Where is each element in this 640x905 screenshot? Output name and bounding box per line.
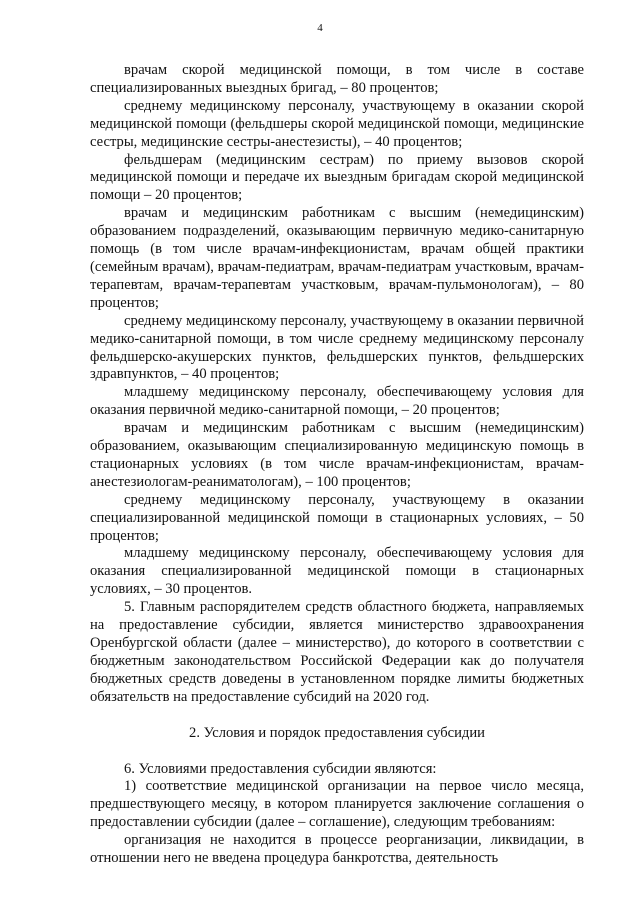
paragraph-emergency-doctors: врачам скорой медицинской помощи, в том числе в составе специализированных выездных бригад, – 80 процентов; [90, 62, 584, 96]
paragraph-condition-1: 1) соответствие медицинской организации на первое число месяца, предшествующего месяцу, в котором планируется заключение соглашения о предоставлении субсидии (далее – соглашение), следующим требованиям: [90, 778, 584, 831]
paragraph-inpatient-doctors: врачам и медицинским работникам с высшим (немедицинским) образованием, оказывающим специализированную медицинскую помощь в стационарных условиях (в том числе врачам-инфекционистам, врачам-анестезиологам-реаниматологам), – 100 процентов; [90, 420, 584, 490]
paragraph-primary-care-doctors: врачам и медицинским работникам с высшим (немедицинским) образованием подразделений, оказывающим первичную медико-санитарную помощь (в том числе врачам-инфекционистам, врачам общей практики (семейным врачам), врачам-педиатрам, врачам-педиатрам участковым, врачам-терапевтам, врачам-терапевтам участковым, врачам-пульмонологам), – 80 процентов; [90, 205, 584, 311]
paragraph-primary-care-nurses: среднему медицинскому персоналу, участвующему в оказании первичной медико-санитарной помощи, в том числе среднему медицинскому персоналу фельдшерско-акушерских пунктов, фельдшерских пунктов, фельдшерских здравпунктов, – 40 процентов; [90, 312, 584, 383]
document-body [90, 62, 584, 868]
paragraph-primary-care-junior-staff: младшему медицинскому персоналу, обеспечивающему условия для оказания первичной медико-санитарной помощи, – 20 процентов; [90, 384, 584, 419]
paragraph-reorganization-requirement: организация не находится в процессе реорганизации, ликвидации, в отношении него не введена процедура банкротства, деятельность [90, 832, 584, 867]
paragraph-inpatient-nurses: среднему медицинскому персоналу, участвующему в оказании специализированной медицинской помощи в стационарных условиях, – 50 процентов; [90, 491, 584, 544]
paragraph-conditions-intro: 6. Условиями предоставления субсидии являются: [124, 760, 437, 777]
paragraph-chief-administrator: 5. Главным распорядителем средств областного бюджета, направляемых на предоставление субсидии, является министерство здравоохранения Оренбургской области (далее – министерство), до которого в соответствии с бюджетным законодательством Российской Федерации как до получателя бюджетных средств доведены в установленном порядке лимиты бюджетных обязательств на предоставление субсидий на 2020 год. [90, 599, 584, 705]
paragraph-inpatient-junior-staff: младшему медицинскому персоналу, обеспечивающему условия для оказания специализированной медицинской помощи в стационарных условиях, – 30 процентов. [90, 545, 584, 598]
page-number: 4 [317, 22, 323, 34]
section-heading: 2. Условия и порядок предоставления субсидии [189, 724, 485, 741]
paragraph-dispatch-paramedics: фельдшерам (медицинским сестрам) по приему вызовов скорой медицинской помощи и передаче их выездным бригадам скорой медицинской помощи – 20 процентов; [90, 151, 584, 204]
paragraph-emergency-nurses: среднему медицинскому персоналу, участвующему в оказании скорой медицинской помощи (фельдшеры скорой медицинской помощи, медицинские сестры, медицинские сестры-анестезисты), – 40 процентов; [90, 97, 584, 150]
